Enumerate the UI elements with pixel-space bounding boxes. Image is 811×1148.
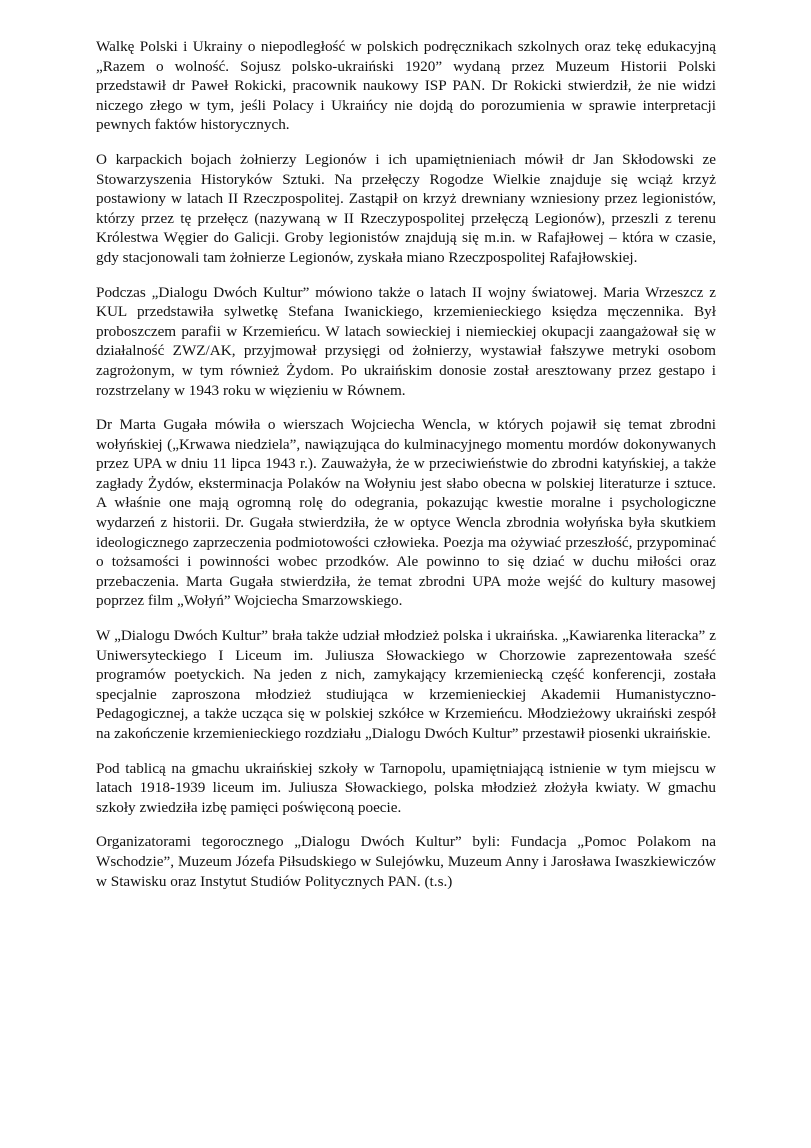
paragraph-gugala: Dr Marta Gugała mówiła o wierszach Wojciecha Wencla, w których pojawił się temat zbrodni wołyńskiej („Krwawa niedziela”, nawiązująca do kulminacyjnego momentu mordów dokonywanych przez UPA w dniu 11 lipca 1943 r.). Zauważyła, że w przeciwieństwie do zbrodni katyńskiej, a także zagłady Żydów, eksterminacja Polaków na Wołyniu jest słabo obecna w polskiej literaturze i sztuce. A właśnie one mają ogromną rolę do odegrania, pokazując kwestie moralne i psychologiczne wydarzeń z historii. Dr. Gugała stwierdziła, że w optyce Wencla zbrodnia wołyńska była skutkiem ideologicznego zaprzeczenia podmiotowości człowieka. Poezja ma ożywiać przeszłość, przypominać o tożsamości i powinności wobec przodków. Ale powinno to się dziać w duchu miłości oraz przebaczenia. Marta Gugała stwierdziła, że temat zbrodni UPA może wejść do kultury masowej poprzez film „Wołyń” Wojciecha Smarzowskiego. [96, 416, 716, 610]
paragraph-tarnopol: Pod tablicą na gmachu ukraińskiej szkoły w Tarnopolu, upamiętniającą istnienie w tym miejscu w latach 1918-1939 liceum im. Juliusza Słowackiego, polska młodzież złożyła kwiaty. W gmachu szkoły zwiedziła izbę pamięci poświęconą poecie. [96, 759, 716, 816]
document-page [96, 37, 716, 906]
paragraph-mlodziez: W „Dialogu Dwóch Kultur” brała także udział młodzież polska i ukraińska. „Kawiarenka literacka” z Uniwersyteckiego I Liceum im. Juliusza Słowackiego w Chorzowie zaprezentowała sześć programów poetyckich. Na jeden z nich, zamykający krzemieniecką część konferencji, została specjalnie zaproszona młodzież studiująca w krzemienieckiej Akademii Humanistyczno-Pedagogicznej, a także ucząca się w polskiej szkółce w Krzemieńcu. Młodzieżowy ukraiński zespół na zakończenie krzemienieckiego rozdziału „Dialogu Dwóch Kultur” przestawił piosenki ukraińskie. [96, 627, 716, 742]
paragraph-sklodowski: O karpackich bojach żołnierzy Legionów i ich upamiętnieniach mówił dr Jan Skłodowski ze Stowarzyszenia Historyków Sztuki. Na przełęczy Rogodze Wielkie znajduje się wciąż krzyż postawiony w latach II Rzeczpospolitej. Zastąpił on krzyż drewniany wzniesiony przez legionistów, którzy przez tę przełęcz (nazywaną w II Rzeczypospolitej przełęczą Legionów), przeszli z terenu Królestwa Węgier do Galicji. Groby legionistów znajdują się m.in. w Rafajłowej – która w czasie, gdy stacjonowali tam żołnierze Legionów, zyskała miano Rzeczpospolitej Rafajłowskiej. [96, 150, 716, 266]
paragraph-iwanicki: Podczas „Dialogu Dwóch Kultur” mówiono także o latach II wojny światowej. Maria Wrzeszcz z KUL przedstawiła sylwetkę Stefana Iwanickiego, krzemienieckiego księdza męczennika. Był proboszczem parafii w Krzemieńcu. W latach sowieckiej i niemieckiej okupacji zaangażował się w działalność ZWZ/AK, przyjmował przysięgi od żołnierzy, wystawiał fałszywe metryki osobom zagrożonym, w tym również Żydom. Po ukraińskim donosie został aresztowany przez gestapo i rozstrzelany w 1943 roku w więzieniu w Równem. [96, 283, 716, 399]
paragraph-rokicki: Walkę Polski i Ukrainy o niepodległość w polskich podręcznikach szkolnych oraz tekę edukacyjną „Razem o wolność. Sojusz polsko-ukraiński 1920” wydaną przez Muzeum Historii Polski przedstawił dr Paweł Rokicki, pracownik naukowy ISP PAN. Dr Rokicki stwierdził, że nie widzi niczego złego w tym, jeśli Polacy i Ukraińcy nie dojdą do porozumienia w sprawie interpretacji pewnych faktów historycznych. [96, 38, 716, 134]
paragraph-organizatorzy: Organizatorami tegorocznego „Dialogu Dwóch Kultur” byli: Fundacja „Pomoc Polakom na Wschodzie”, Muzeum Józefa Piłsudskiego w Sulejówku, Muzeum Anny i Jarosława Iwaszkiewiczów w Stawisku oraz Instytut Studiów Politycznych PAN. (t.s.) [96, 833, 716, 890]
